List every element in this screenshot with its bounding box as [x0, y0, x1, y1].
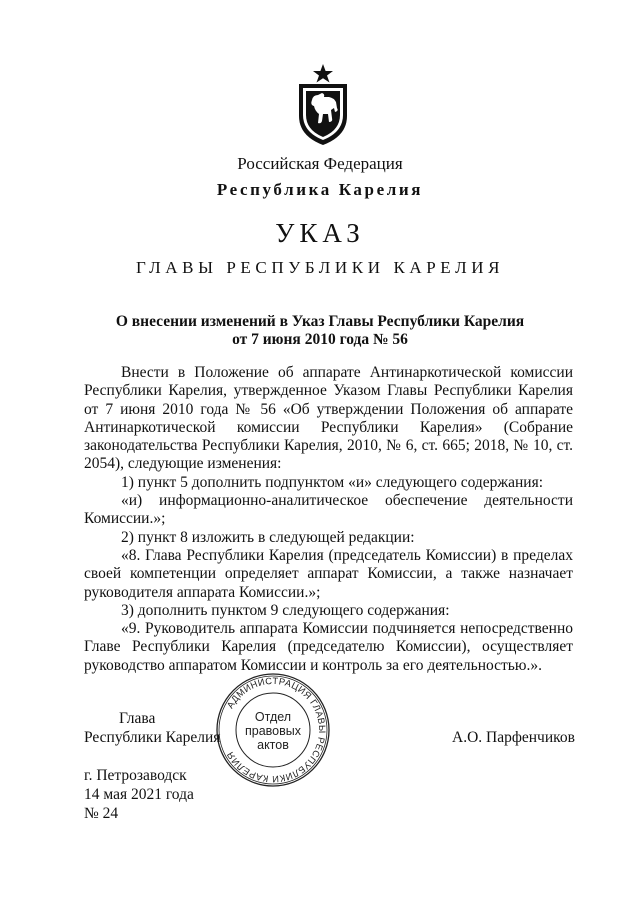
- body-item-3-text: «9. Руководитель аппарата Комиссии подчиняется непосредственно Главе Республики Карелия (председателю Комиссии), осуществляет руководство аппаратом Комиссии и контроль за его деятельностью.».: [84, 620, 573, 674]
- document-type: УКАЗ: [275, 218, 365, 248]
- country-name: Российская Федерация: [237, 154, 403, 173]
- stamp-ring-text: АДМИНИСТРАЦИЯ ГЛАВЫ РЕСПУБЛИКИ КАРЕЛИЯ: [224, 675, 328, 785]
- body-item-3: 3) дополнить пунктом 9 следующего содержания:: [121, 601, 450, 619]
- body-paragraph-intro: Внести в Положение об аппарате Антинаркотической комиссии Республики Карелия, утвержденное Указом Главы Республики Карелия от 7 июня 2010 года № 56 «Об утверждении Положения об аппарате Антинаркотической комиссии Республики Карелия» (Собрание законодательства Республики Карелия, 2010, № 6, ст. 665; 2018, № 10, ст. 2054), следующие изменения:: [84, 364, 573, 473]
- coat-of-arms-icon: [295, 64, 351, 146]
- document-title-line2: от 7 июня 2010 года № 56: [232, 331, 408, 348]
- signatory-position-line2: Республики Карелия: [84, 729, 221, 746]
- issuer: ГЛАВЫ РЕСПУБЛИКИ КАРЕЛИЯ: [135, 258, 505, 277]
- signatory-name: А.О. Парфенчиков: [452, 729, 575, 746]
- document-title-line1: О внесении изменений в Указ Главы Республики Карелия: [115, 313, 525, 330]
- body-item-1-text: «и) информационно-аналитическое обеспечение деятельности Комиссии.»;: [84, 492, 573, 528]
- body-item-2-text: «8. Глава Республики Карелия (председатель Комиссии) в пределах своей компетенции определяет аппарат Комиссии, а также назначает руководителя аппарата Комиссии.»;: [84, 546, 573, 601]
- body-item-1: 1) пункт 5 дополнить подпунктом «и» следующего содержания:: [121, 473, 544, 491]
- place-of-signing: г. Петрозаводск: [84, 767, 187, 784]
- stamp-line3: актов: [257, 738, 289, 752]
- stamp-line1: Отдел: [254, 710, 292, 724]
- date-of-signing: 14 мая 2021 года: [84, 786, 194, 803]
- signatory-position-line1: Глава: [119, 710, 156, 727]
- document-number: № 24: [84, 805, 119, 822]
- republic-name: Республика Карелия: [216, 180, 424, 199]
- official-stamp: [214, 671, 332, 789]
- document-body: [84, 364, 573, 675]
- stamp-line2: правовых: [245, 724, 301, 738]
- body-item-2: 2) пункт 8 изложить в следующей редакции:: [121, 528, 415, 546]
